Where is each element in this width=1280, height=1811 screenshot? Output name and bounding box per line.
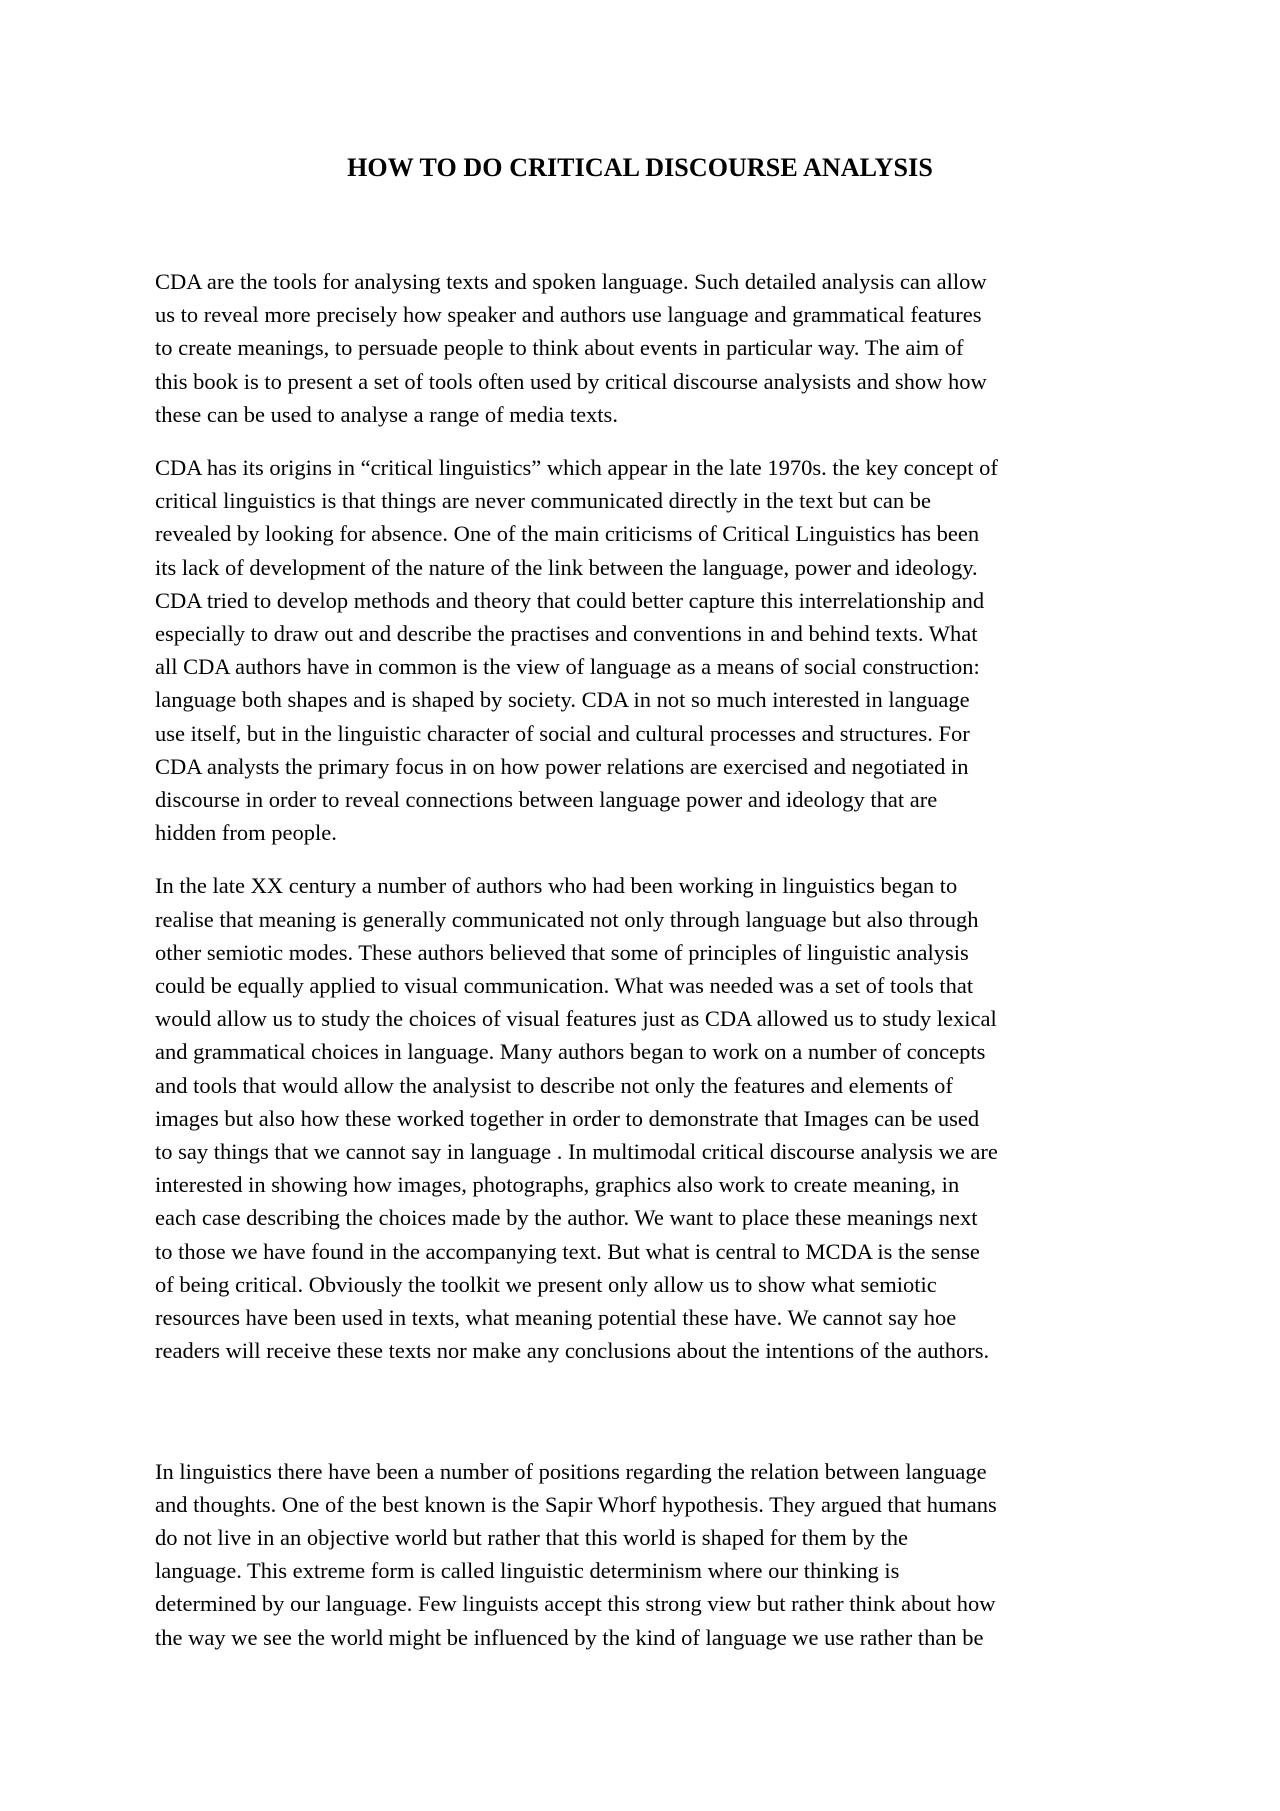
text-line: In the late XX century a number of authors who had been working in linguistics began to (155, 873, 958, 899)
text-line: use itself, but in the linguistic character of social and cultural processes and structures. For (155, 720, 970, 746)
text-line: critical linguistics is that things are never communicated directly in the text but can be (155, 488, 932, 514)
text-line: interested in showing how images, photographs, graphics also work to create meaning, in (155, 1172, 960, 1198)
text-line: would allow us to study the choices of visual features just as CDA allowed us to study lexical (155, 1006, 997, 1032)
text-line: revealed by looking for absence. One of the main criticisms of Critical Linguistics has been (155, 521, 980, 547)
paragraph-2 (155, 451, 1135, 849)
text-line: readers will receive these texts nor make any conclusions about the intentions of the authors. (155, 1338, 990, 1364)
paragraph-4 (155, 1455, 1135, 1654)
text-line: all CDA authors have in common is the view of language as a means of social construction: (155, 654, 980, 680)
text-line: CDA are the tools for analysing texts and spoken language. Such detailed analysis can allow (155, 269, 987, 294)
text-line: language. This extreme form is called linguistic determinism where our thinking is (155, 1558, 900, 1584)
text-line: language both shapes and is shaped by society. CDA in not so much interested in language (155, 687, 970, 713)
text-line: and thoughts. One of the best known is the Sapir Whorf hypothesis. They argued that humans (155, 1491, 997, 1517)
text-line: other semiotic modes. These authors believed that some of principles of linguistic analysis (155, 939, 969, 965)
paragraph-3 (155, 869, 1135, 1367)
text-line: CDA analysts the primary focus in on how power relations are exercised and negotiated in (155, 753, 969, 779)
document-title: HOW TO DO CRITICAL DISCOURSE ANALYSIS (347, 153, 933, 182)
paragraph-1 (155, 265, 1135, 431)
text-line: to those we have found in the accompanying text. But what is central to MCDA is the sense (155, 1238, 980, 1264)
document-body (155, 265, 1135, 1674)
text-line: the way we see the world might be influenced by the kind of language we use rather than be (155, 1624, 984, 1650)
text-line: determined by our language. Few linguists accept this strong view but rather think about how (155, 1591, 996, 1617)
text-line: these can be used to analyse a range of media texts. (155, 401, 618, 427)
text-line: and grammatical choices in language. Many authors began to work on a number of concepts (155, 1039, 986, 1065)
text-line: CDA has its origins in “critical linguistics” which appear in the late 1970s. the key concept of (155, 455, 998, 481)
text-line: to say things that we cannot say in language . In multimodal critical discourse analysis we are (155, 1139, 998, 1165)
text-line: each case describing the choices made by the author. We want to place these meanings next (155, 1205, 978, 1231)
text-line: this book is to present a set of tools often used by critical discourse analysists and show how (155, 368, 987, 394)
text-line: to create meanings, to persuade people to think about events in particular way. The aim of (155, 335, 964, 361)
text-line: especially to draw out and describe the practises and conventions in and behind texts. What (155, 621, 978, 647)
text-line: hidden from people. (155, 820, 337, 846)
text-line: and tools that would allow the analysist to describe not only the features and elements of (155, 1072, 953, 1098)
text-line: could be equally applied to visual communication. What was needed was a set of tools that (155, 973, 974, 999)
text-line: of being critical. Obviously the toolkit we present only allow us to show what semiotic (155, 1271, 937, 1297)
text-line: us to reveal more precisely how speaker and authors use language and grammatical features (155, 302, 982, 328)
text-line: discourse in order to reveal connections between language power and ideology that are (155, 787, 938, 813)
text-line: resources have been used in texts, what meaning potential these have. We cannot say hoe (155, 1305, 957, 1331)
text-line: In linguistics there have been a number of positions regarding the relation between language (155, 1458, 987, 1484)
text-line: realise that meaning is generally communicated not only through language but also through (155, 906, 979, 932)
text-line: images but also how these worked together in order to demonstrate that Images can be used (155, 1105, 980, 1131)
text-line: do not live in an objective world but rather that this world is shaped for them by the (155, 1524, 908, 1550)
text-line: CDA tried to develop methods and theory that could better capture this interrelationship and (155, 587, 985, 613)
text-line: its lack of development of the nature of the link between the language, power and ideology. (155, 554, 978, 580)
